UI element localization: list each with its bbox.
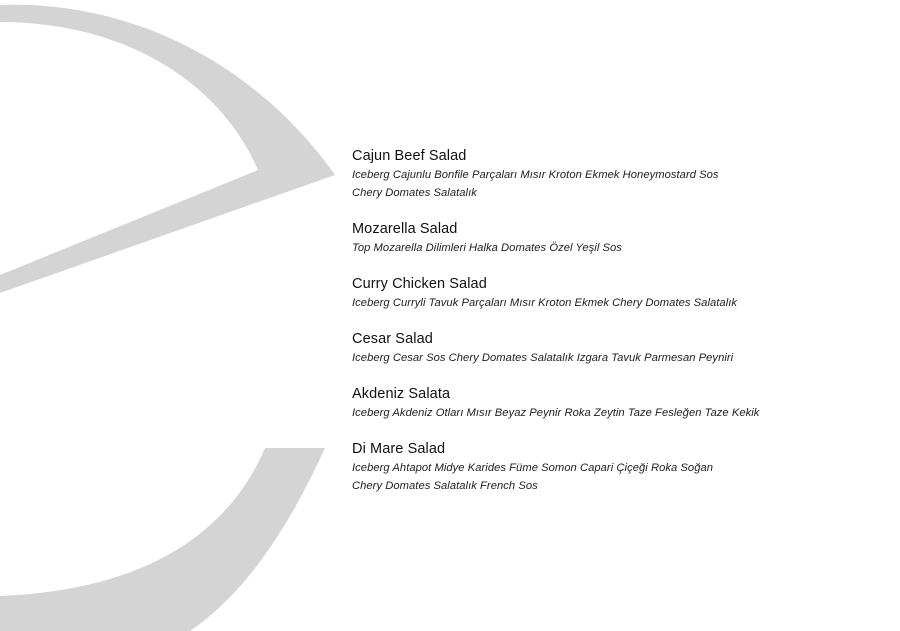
menu-item-description: Iceberg Akdeniz Otları Mısır Beyaz Peynir Roka Zeytin Taze Fesleğen Taze Kekik [352,407,760,419]
menu-item [352,220,872,257]
menu-item-description: Iceberg Curryli Tavuk Parçaları Mısır Kroton Ekmek Chery Domates Salatalık [352,297,738,309]
menu-item-description: Iceberg Ahtapot Midye Karides Füme Somon Capari Çiçeği Roka Soğan [352,462,714,474]
menu-item-description: Iceberg Cajunlu Bonfile Parçaları Mısır Kroton Ekmek Honeymostard Sos [352,169,719,181]
menu-item-description: Iceberg Cesar Sos Chery Domates Salatalık Izgara Tavuk Parmesan Peyniri [352,352,734,364]
menu-item-name: Akdeniz Salata [352,386,451,402]
menu-item-description: Chery Domates Salatalık [352,187,477,199]
menu-item-description: Top Mozarella Dilimleri Halka Domates Özel Yeşil Sos [352,242,622,254]
menu-item-name: Curry Chicken Salad [352,276,487,292]
salad-menu [352,147,872,513]
menu-item [352,275,872,312]
menu-item-name: Cesar Salad [352,331,433,347]
menu-item-name: Mozarella Salad [352,221,458,237]
menu-item [352,385,872,422]
menu-item-name: Cajun Beef Salad [352,148,467,164]
menu-item-description: Chery Domates Salatalık French Sos [352,480,538,492]
menu-item [352,440,872,495]
logo-upper-arc [0,5,335,293]
menu-item [352,147,872,202]
menu-item-name: Di Mare Salad [352,441,446,457]
logo-lower-tail [0,448,325,631]
menu-item [352,330,872,367]
